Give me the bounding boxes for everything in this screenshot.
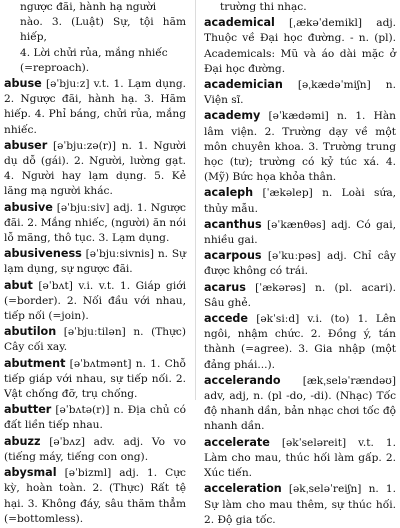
headword: abutter xyxy=(4,403,52,417)
headword: academician xyxy=(204,78,283,92)
entry-abusive xyxy=(4,200,186,247)
headword: abutment xyxy=(4,356,66,370)
definition: [əkˌseləˈreiʃn] n. 1. Sự làm cho mau thêm, sự thúc hối. 2. Độ gia tốc. xyxy=(204,483,396,526)
definition: [əkˈseləreit] v.t. 1. Làm cho mau, thúc hối làm gấp. 2. Xúc tiến. xyxy=(204,436,396,480)
entry-acarpous xyxy=(204,248,396,279)
definition: [əˈkænθəs] adj. Có gai, nhiều gai. xyxy=(204,218,396,247)
headword: abutilon xyxy=(4,325,57,339)
definition: [əˈbjuːzə(r)] n. 1. Người dụ dỗ (gái). 2. Người, lường gạt. 4. Người hay lạm dụng. 5. Kẻ lăng mạ người khác. xyxy=(4,139,186,198)
definition: [əˈkædəmi] n. 1. Hàn lâm viện. 2. Trường dạy về một môn chuyên khoa. 3. Trường trung học (tư); trường có kỷ túc xá. 4. (Mỹ) Bức họa khỏa thân. xyxy=(204,110,396,184)
entry-abuse xyxy=(4,76,186,138)
headword: abuzz xyxy=(4,434,41,448)
entry-abusiveness xyxy=(4,246,186,277)
right-column-text xyxy=(200,0,400,528)
column-divider xyxy=(195,0,196,400)
fragment-line: nào. 3. (Luật) Sự, tội hãm hiếp, xyxy=(20,16,186,44)
entry-acaleph xyxy=(204,185,396,216)
fragment-line: ngược đãi, hành hạ người xyxy=(20,1,157,13)
entry-acceleration xyxy=(204,481,396,528)
headword: accede xyxy=(204,312,248,326)
entry-abut xyxy=(4,278,186,325)
left-column-text xyxy=(0,0,190,527)
headword: abuse xyxy=(4,77,42,91)
definition: [əˈbjuːz] v.t. 1. Lạm dụng. 2. Ngược đãi, hành hạ. 3. Hãm hiếp. 4. Phỉ báng, chửi rủa, mắng nhiếc. xyxy=(4,78,186,136)
entry-acanthus xyxy=(204,217,396,248)
entry-academician xyxy=(204,77,396,108)
definition: [əˈbjuːsivnis] n. Sự lạm dụng, sự ngược đãi. xyxy=(4,248,186,276)
headword: abuser xyxy=(4,138,48,152)
fragment-line: 4. Lời chửi rủa, mắng nhiếc xyxy=(20,46,168,59)
definition: [ˈækərəs] n. (pl. acari). Sâu ghẻ. xyxy=(204,281,396,309)
right-top-fragment xyxy=(204,0,396,15)
entry-accelerate xyxy=(204,435,396,482)
entry-academy xyxy=(204,108,396,185)
headword: abysmal xyxy=(4,466,57,480)
definition: [ækˌseləˈrændəʊ] adv, adj, n. (pl -do, -di). (Nhạc) Tốc độ nhanh dần, bản nhạc chơi tốc độ nhanh dần. xyxy=(204,374,396,433)
headword: abut xyxy=(4,278,33,292)
fragment-line: trường thi nhạc. xyxy=(220,1,307,13)
definition: [əˈbʌtə(r)] n. Địa chủ có đất liền tiếp nhau. xyxy=(4,404,186,432)
left-top-fragment xyxy=(4,0,186,76)
entry-abutter xyxy=(4,402,186,433)
headword: acanthus xyxy=(204,217,262,231)
entry-abutilon xyxy=(4,324,186,355)
headword: accelerando xyxy=(204,373,281,387)
right-column xyxy=(200,0,400,526)
definition: [əˈbʌt] v.i. v.t. 1. Giáp giới (=border). 2. Nối đầu với nhau, tiếp nối (=join). xyxy=(4,279,186,323)
definition: [əˈbizml] adj. 1. Cực kỳ, hoàn toàn. 2. (Thực) Rất tệ hại. 3. Không đáy, sâu thăm thẳm (=bottomless). xyxy=(4,467,186,525)
headword: academy xyxy=(204,109,261,123)
headword: academical xyxy=(204,16,275,30)
entry-abutment xyxy=(4,356,186,403)
headword: acarus xyxy=(204,280,246,294)
definition: [əˈbʌz] adv. adj. Vo vo (tiếng máy, tiếng con ong). xyxy=(4,435,186,463)
entry-academical xyxy=(204,15,396,77)
entry-accelerando xyxy=(204,373,396,435)
definition: [ˈækəlep] n. Loài sứa, thủy mẫu. xyxy=(204,187,396,215)
definition: [əˈbʌtmənt] n. 1. Chỗ tiếp giáp với nhau, sự tiếp nối. 2. Vật chống đỡ, trụ chống. xyxy=(4,357,186,401)
definition: [əˌkædəˈmiʃn] n. Viện sĩ. xyxy=(204,79,396,107)
headword: acceleration xyxy=(204,482,282,496)
fragment-line: (=reproach). xyxy=(20,61,90,74)
entry-abysmal xyxy=(4,465,186,527)
entry-abuser xyxy=(4,138,186,200)
definition: [əˈbjuːtilən] n. (Thực) Cây cối xay. xyxy=(4,326,186,354)
headword: acaleph xyxy=(204,186,254,200)
definition: [ˌækəˈdemikl] adj. Thuộc về Đại học đường. - n. (pl). Academicals: Mũ và áo dài mặc ở Đại học đường. xyxy=(204,17,396,75)
definition: [əˈbjuːsiv] adj. 1. Ngược đãi. 2. Mắng nhiếc, (người) ăn nói lỗ mãng, thô tục. 3. Lạm dụng. xyxy=(4,201,186,245)
headword: abusiveness xyxy=(4,247,82,261)
entry-abuzz xyxy=(4,434,186,465)
definition: [əkˈsiːd] v.i. (to) 1. Lên ngôi, nhậm chức. 2. Đồng ý, tán thành (=agree). 3. Gia nhập (một đảng phái...). xyxy=(204,313,396,371)
definition: [əˈkuːpəs] adj. Chỉ cây được không có trái. xyxy=(204,250,396,278)
headword: accelerate xyxy=(204,435,270,449)
left-column xyxy=(0,0,190,525)
headword: abusive xyxy=(4,200,53,214)
entry-accede xyxy=(204,311,396,373)
entry-acarus xyxy=(204,280,396,311)
headword: acarpous xyxy=(204,249,262,263)
